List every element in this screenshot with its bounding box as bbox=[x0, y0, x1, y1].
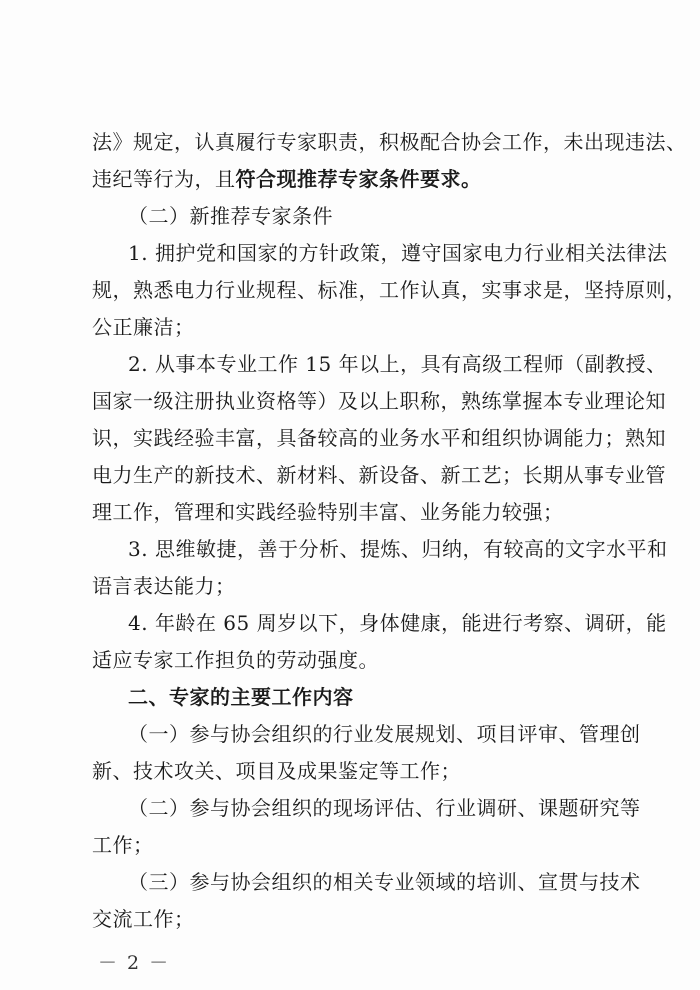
paragraph-line: 规，熟悉电力行业规程、标准，工作认真，实事求是，坚持原则， bbox=[92, 278, 687, 302]
paragraph-line: 适应专家工作担负的劳动强度。 bbox=[92, 648, 379, 672]
paragraph-line: （三）参与协会组织的相关专业领域的培训、宣贯与技术 bbox=[128, 870, 641, 894]
paragraph-line: 工作； bbox=[92, 833, 154, 857]
paragraph-line: 国家一级注册执业资格等）及以上职称，熟练掌握本专业理论知 bbox=[92, 389, 666, 413]
page-number: － 2 － bbox=[98, 952, 171, 974]
paragraph-line bbox=[92, 165, 608, 193]
paragraph-line: 2. 从事本专业工作 15 年以上，具有高级工程师（副教授、 bbox=[128, 352, 667, 376]
paragraph-line: （一）参与协会组织的行业发展规划、项目评审、管理创 bbox=[128, 722, 641, 746]
paragraph-line: 法》规定，认真履行专家职责，积极配合协会工作，未出现违法、 bbox=[92, 130, 687, 154]
section-subheading: （二）新推荐专家条件 bbox=[128, 204, 333, 228]
paragraph-line: 电力生产的新技术、新材料、新设备、新工艺；长期从事专业管 bbox=[92, 463, 666, 487]
paragraph-line: （二）参与协会组织的现场评估、行业调研、课题研究等 bbox=[128, 796, 641, 820]
paragraph-line: 语言表达能力； bbox=[92, 574, 236, 598]
paragraph-line: 4. 年龄在 65 周岁以下，身体健康，能进行考察、调研，能 bbox=[128, 611, 667, 635]
bold-text-span: 符合现推荐专家条件要求。 bbox=[235, 167, 482, 191]
section-heading: 二、专家的主要工作内容 bbox=[128, 685, 354, 709]
paragraph-line: 3. 思维敏捷，善于分析、提炼、归纳，有较高的文字水平和 bbox=[128, 537, 668, 561]
paragraph-line: 公正廉洁； bbox=[92, 315, 195, 339]
text-span: 违纪等行为，且 bbox=[92, 167, 236, 191]
paragraph-line: 交流工作； bbox=[92, 907, 195, 931]
paragraph-line: 识，实践经验丰富，具备较高的业务水平和组织协调能力；熟知 bbox=[92, 426, 666, 450]
paragraph-line: 新、技术攻关、项目及成果鉴定等工作； bbox=[92, 759, 461, 783]
paragraph-line: 理工作，管理和实践经验特别丰富、业务能力较强； bbox=[92, 500, 564, 524]
paragraph-line: 1. 拥护党和国家的方针政策，遵守国家电力行业相关法律法 bbox=[128, 241, 668, 265]
